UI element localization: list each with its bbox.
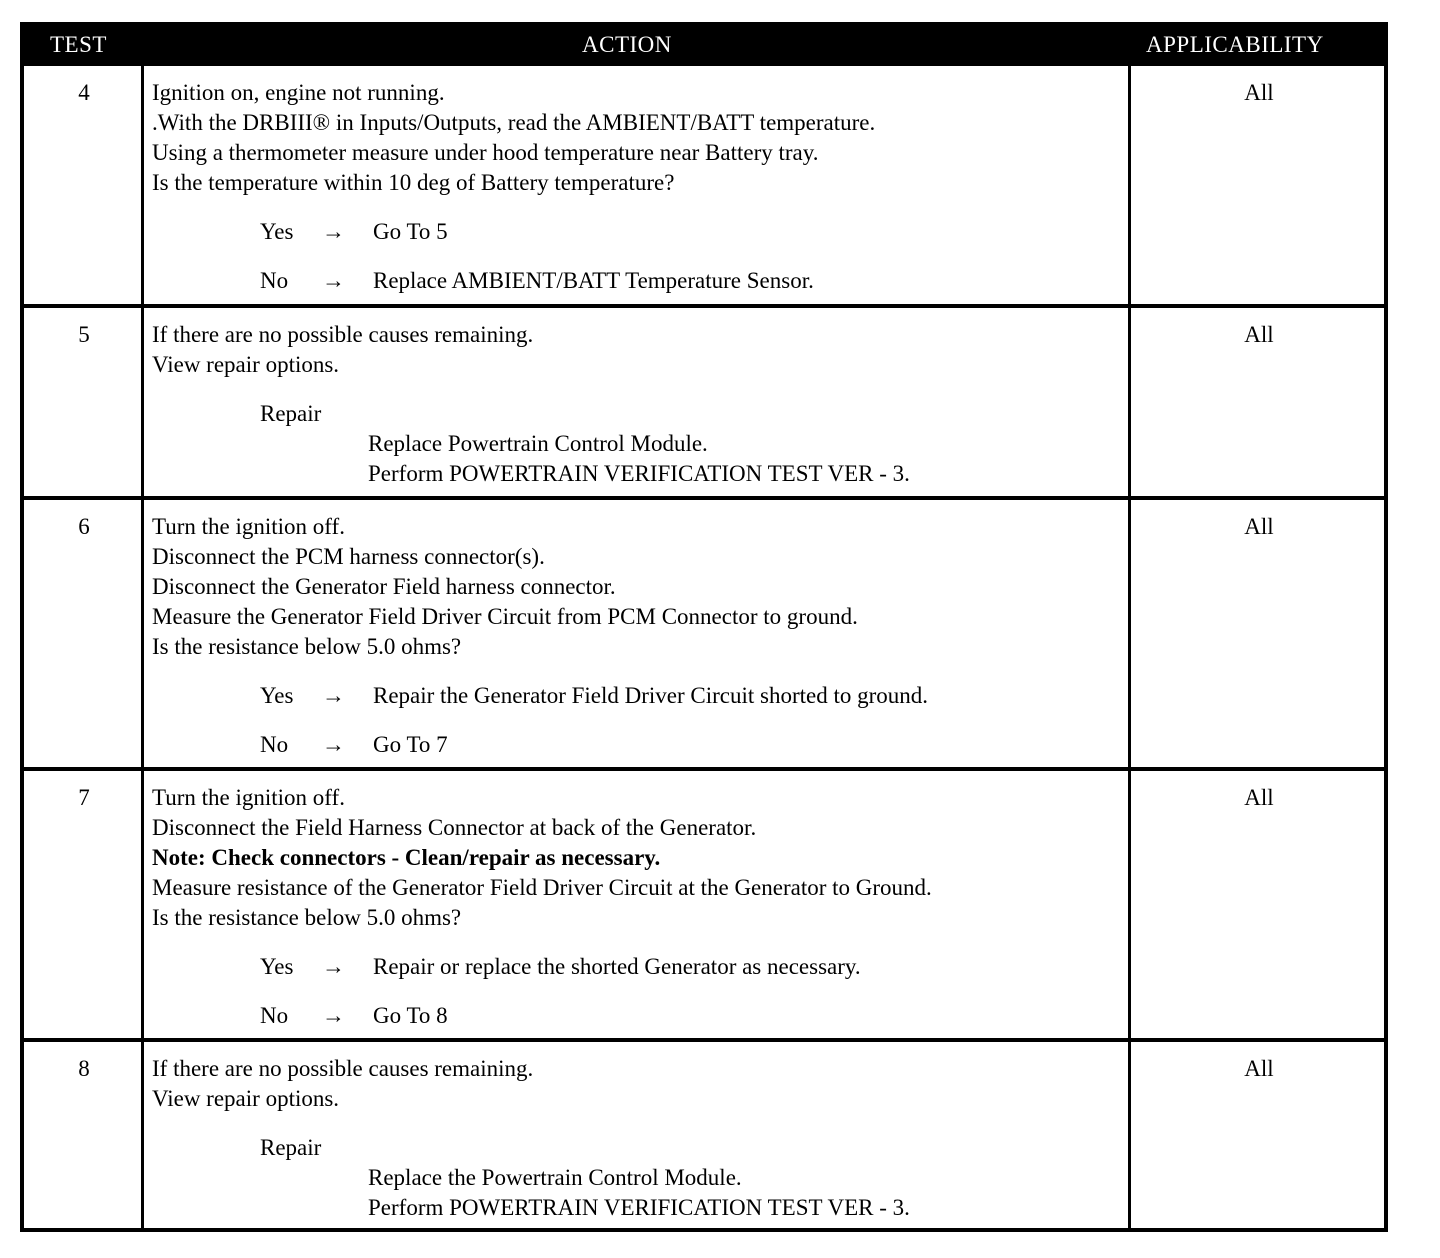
test-number: 8 bbox=[78, 1056, 90, 1081]
table-row bbox=[24, 771, 1384, 1038]
repair-line: Replace Powertrain Control Module. bbox=[368, 431, 708, 456]
repair-label: Repair bbox=[260, 1135, 322, 1160]
action-line: Measure resistance of the Generator Field Driver Circuit at the Generator to Ground. bbox=[152, 875, 932, 900]
applicability-value: All bbox=[1244, 785, 1274, 810]
action-line: Disconnect the Generator Field harness connector. bbox=[152, 574, 616, 599]
arrow-right-icon: → bbox=[322, 268, 345, 293]
action-line: If there are no possible causes remaining. bbox=[152, 322, 534, 347]
action-line: Is the resistance below 5.0 ohms? bbox=[152, 905, 462, 930]
answer-no: No → Go To 8 bbox=[152, 1001, 1132, 1031]
answer-yes: Yes → Repair or replace the shorted Generator as necessary. bbox=[152, 952, 1132, 982]
action-line: .With the DRBIII® in Inputs/Outputs, read the AMBIENT/BATT temperature. bbox=[152, 110, 876, 135]
action-line: View repair options. bbox=[152, 1086, 340, 1111]
action-line: Is the temperature within 10 deg of Battery temperature? bbox=[152, 170, 675, 195]
answer-no: No → Replace AMBIENT/BATT Temperature Sensor. bbox=[152, 266, 1132, 296]
answer-yes: Yes → Repair the Generator Field Driver Circuit shorted to ground. bbox=[152, 681, 1132, 711]
action-line: View repair options. bbox=[152, 352, 340, 377]
repair-line: Perform POWERTRAIN VERIFICATION TEST VER - 3. bbox=[368, 461, 910, 486]
applicability-value: All bbox=[1244, 514, 1274, 539]
action-line: Ignition on, engine not running. bbox=[152, 80, 445, 105]
header-action: ACTION bbox=[582, 32, 672, 57]
applicability-value: All bbox=[1244, 1056, 1274, 1081]
test-number: 6 bbox=[78, 514, 90, 539]
arrow-right-icon: → bbox=[322, 732, 345, 757]
answer-no: No → Go To 7 bbox=[152, 730, 1132, 760]
table-row bbox=[24, 66, 1384, 304]
test-number: 7 bbox=[78, 785, 90, 810]
repair-line: Perform POWERTRAIN VERIFICATION TEST VER - 3. bbox=[368, 1195, 910, 1220]
applicability-value: All bbox=[1244, 322, 1274, 347]
action-cell bbox=[152, 783, 1132, 1031]
action-line: Is the resistance below 5.0 ohms? bbox=[152, 634, 462, 659]
arrow-right-icon: → bbox=[322, 954, 345, 979]
action-line: If there are no possible causes remaining. bbox=[152, 1056, 534, 1081]
action-cell bbox=[152, 1054, 1132, 1223]
test-number: 5 bbox=[78, 322, 90, 347]
action-line: Measure the Generator Field Driver Circuit from PCM Connector to ground. bbox=[152, 604, 858, 629]
action-cell bbox=[152, 78, 1132, 296]
note-line: Note: Check connectors - Clean/repair as necessary. bbox=[152, 845, 661, 870]
arrow-right-icon: → bbox=[322, 1003, 345, 1028]
applicability-value: All bbox=[1244, 80, 1274, 105]
answer-yes: Yes → Go To 5 bbox=[152, 217, 1132, 247]
table-row bbox=[24, 1042, 1384, 1228]
table-row bbox=[24, 308, 1384, 496]
table-header bbox=[24, 26, 1384, 66]
test-number: 4 bbox=[78, 80, 90, 105]
action-line: Disconnect the PCM harness connector(s). bbox=[152, 544, 545, 569]
action-line: Disconnect the Field Harness Connector at back of the Generator. bbox=[152, 815, 757, 840]
action-cell bbox=[152, 512, 1132, 760]
action-line: Using a thermometer measure under hood temperature near Battery tray. bbox=[152, 140, 819, 165]
diagnostic-table bbox=[20, 22, 1388, 1232]
arrow-right-icon: → bbox=[322, 219, 345, 244]
action-cell bbox=[152, 320, 1132, 489]
table-row bbox=[24, 500, 1384, 767]
header-applicability: APPLICABILITY bbox=[1146, 32, 1324, 57]
action-line: Turn the ignition off. bbox=[152, 785, 345, 810]
repair-line: Replace the Powertrain Control Module. bbox=[368, 1165, 742, 1190]
repair-label: Repair bbox=[260, 401, 322, 426]
header-test: TEST bbox=[50, 32, 107, 57]
action-line: Turn the ignition off. bbox=[152, 514, 345, 539]
arrow-right-icon: → bbox=[322, 683, 345, 708]
